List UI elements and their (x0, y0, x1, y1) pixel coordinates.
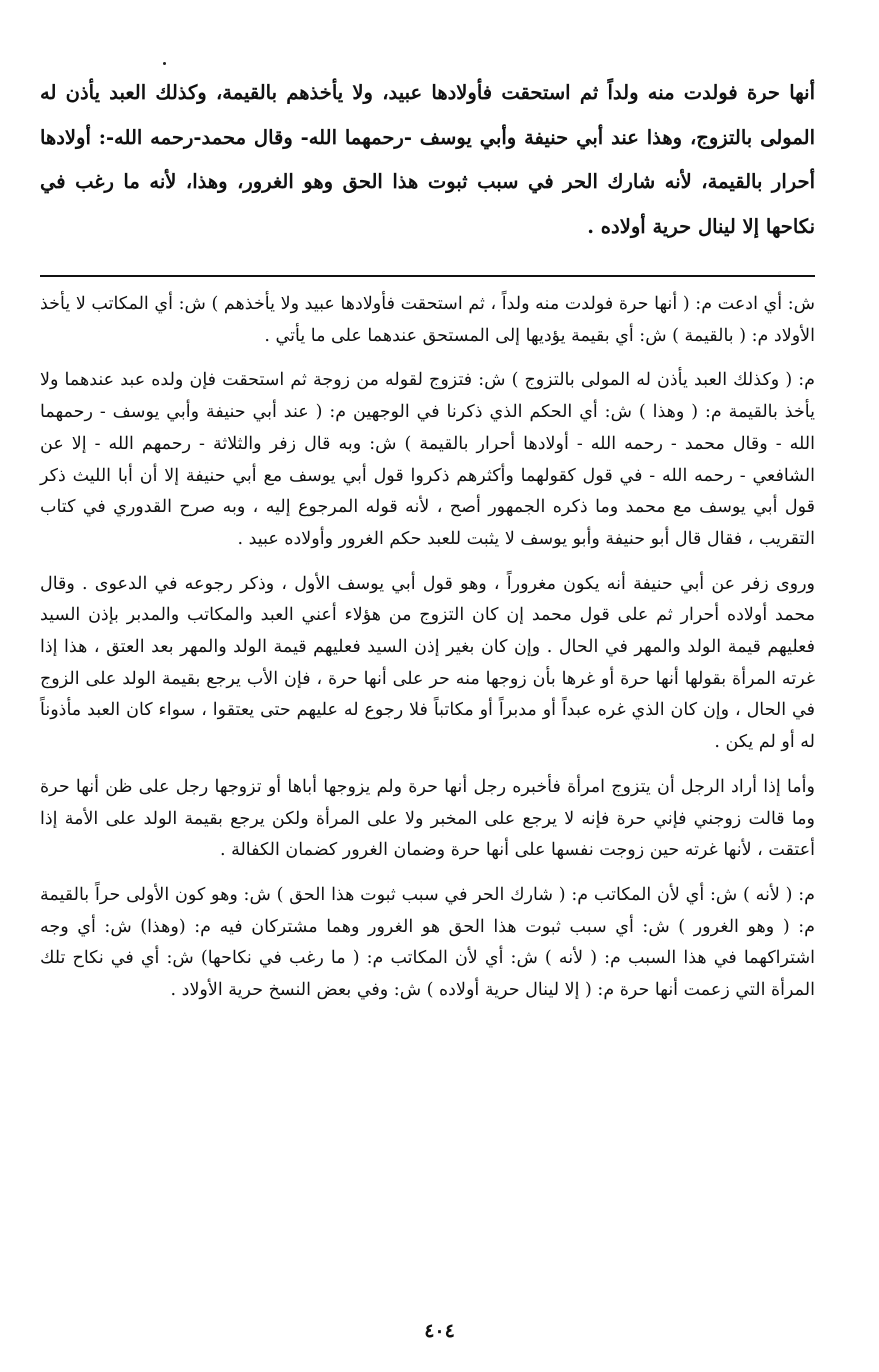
commentary-paragraph: وروى زفر عن أبي حنيفة أنه يكون مغروراً ، وهو قول أبي يوسف الأول ، وذكر رجوعه في الدعوى . وقال محمد أولاده أحرار ثم على قول محمد إن كان التزوج من هؤلاء أعني العبد والمكاتب والمدبر بإذن السيد فعليهم قيمة الولد والمهر في الحال . وإن كان بغير إذن السيد فعليهم قيمة الولد والمهر بعد العتق ، هذا إذا غرته المرأة بقولها أنها حرة أو غرها بأن زوجها منه حر على أنها حرة ، فإن الأب يرجع بقيمة الولد على الزوج في الحال ، وإن كان الذي غره عبداً أو مدبراً أو مكاتباً فلا رجوع له عليهم حتى يعتقوا ، سواء كان العبد مأذوناً له أو لم يكن . (40, 573, 815, 753)
commentary-paragraph: م: ( لأنه ) ش: أي لأن المكاتب م: ( شارك الحر في سبب ثبوت هذا الحق ) ش: وهو كون الأولى حراً بالقيمة م: ( وهو الغرور ) ش: أي سبب ثبوت هذا الحق هو الغرور وهما مشتركان فيه م: (وهذا) ش: أي وجه اشتراكهما في هذا السبب م: ( لأنه ) ش: أي لأن المكاتب م: ( ما رغب في نكاحها) ش: أي في نكاح تلك المرأة التي زعمت أنها حرة م: ( إلا لينال حرية أولاده ) ش: وفي بعض النسخ حرية الأولاد . (40, 884, 816, 1001)
book-page (40, 55, 815, 1007)
commentary-section (40, 289, 815, 1007)
page-number: ٤٠٤ (424, 1320, 455, 1342)
commentary-paragraph: وأما إذا أراد الرجل أن يتزوج امرأة فأخبره رجل أنها حرة ولم يزوجها أباها أو تزوجها رجل على ظن أنها حرة وما قالت زوجني فإني حرة فإنه لا يرجع على المخبر ولا على المرأة ولكن يرجع بقيمة الولد على الأمة إذا أعتقت ، لأنها غرته حين زوجت نفسها على أنها حرة وضمان الغرور كضمان الكفالة . (40, 776, 815, 861)
divider-rule (40, 275, 815, 277)
commentary-paragraph: ش: أي ادعت م: ( أنها حرة فولدت منه ولداً ، ثم استحقت فأولادها عبيد ولا يأخذهم ) ش: أي المكاتب لا يأخذ الأولاد م: ( بالقيمة ) ش: أي بقيمة يؤديها إلى المستحق عندهما على ما يأتي . (40, 294, 815, 346)
commentary-paragraph: م: ( وكذلك العبد يأذن له المولى بالتزوج ) ش: فتزوج لقوله من زوجة ثم استحقت فإن ولده عبد عندهما ولا يأخذ بالقيمة م: ( وهذا ) ش: أي الحكم الذي ذكرنا في الوجهين م: ( عند أبي حنيفة وأبي يوسف - رحمهما الله - وقال محمد - رحمه الله - أولادها أحرار بالقيمة ) ش: وبه قال زفر والثلاثة - رحمهم الله - إلا عن الشافعي - رحمه الله - في قول كقولهما وأكثرهم ذكروا قول أبي يوسف مع أبي حنيفة إلا أن أبا الليث ذكر قول أبي يوسف مع محمد وما ذكره الجمهور أصح ، لأنه قوله المرجوع إليه ، وبه صرح القدوري في كتاب التقريب ، فقال قال أبو حنيفة وأبو يوسف لا يثبت للعبد حكم الغرور وأولاده عبيد . (40, 370, 815, 549)
main-text: أنها حرة فولدت منه ولداً ثم استحقت فأولادها عبيد، ولا يأخذهم بالقيمة، وكذلك العبد يأذن له المولى بالتزوج، وهذا عند أبي حنيفة وأبي يوسف -رحمهما الله- وقال محمد-رحمه الله-: أولادها أحرار بالقيمة، لأنه شارك الحر في سبب ثبوت هذا الحق وهو الغرور، وهذا، لأنه ما رغب في نكاحها إلا لينال حرية أولاده . (40, 81, 815, 238)
